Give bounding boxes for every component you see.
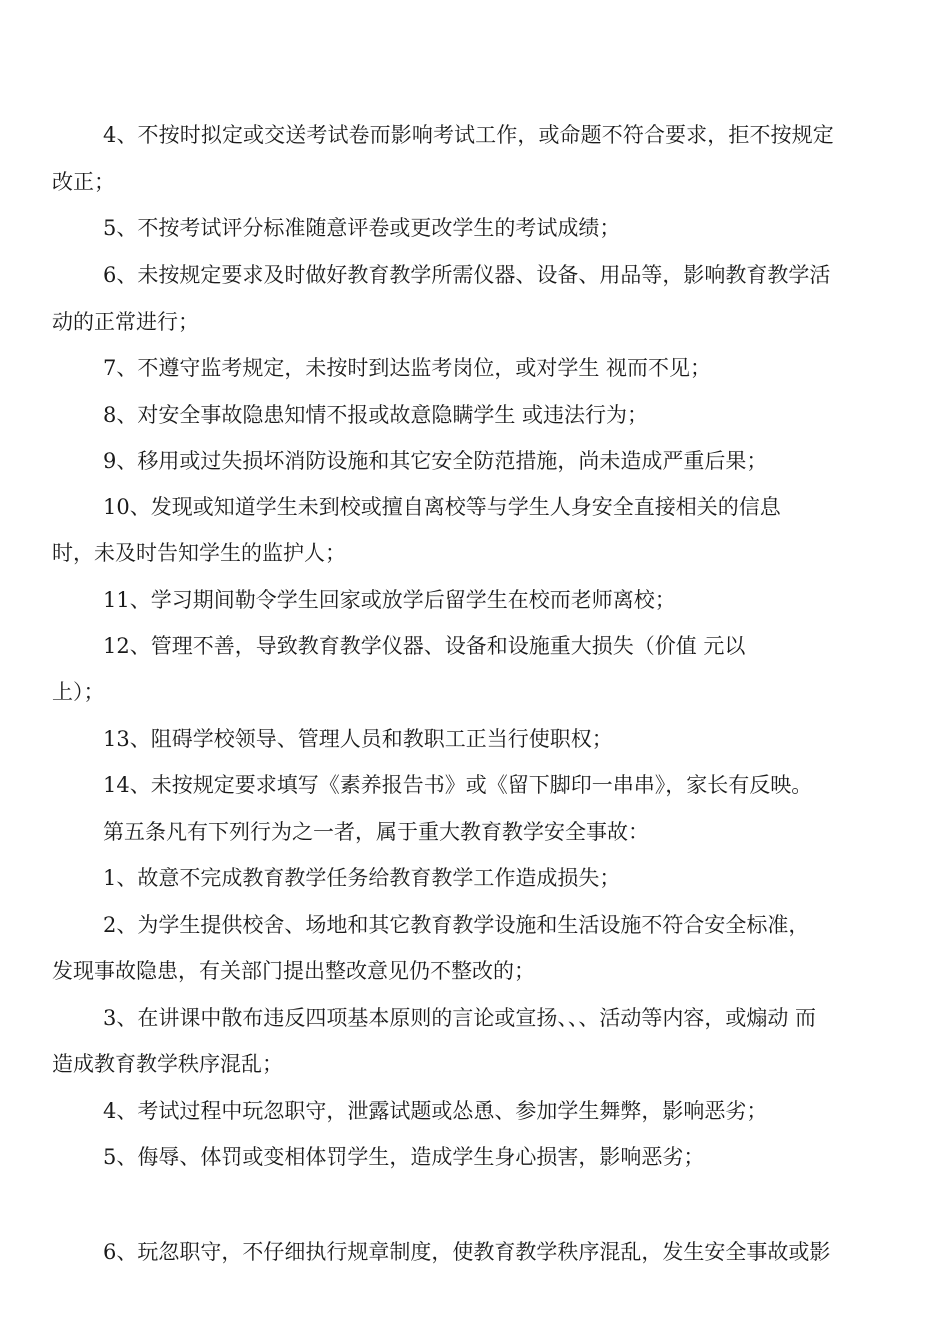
text-line: 1、故意不完成教育教学任务给教育教学工作造成损失； xyxy=(103,866,621,890)
text-line: 5、侮辱、体罚或变相体罚学生，造成学生身心损害，影响恶劣； xyxy=(103,1145,705,1169)
text-line: 4、考试过程中玩忽职守，泄露试题或怂恿、参加学生舞弊，影响恶劣； xyxy=(103,1099,768,1123)
text-line: 14、未按规定要求填写《素养报告书》或《留下脚印一串串》，家长有反映。 xyxy=(103,773,813,797)
text-line: 3、在讲课中散布违反四项基本原则的言论或宣扬、、、活动等内容，或煽动 而 xyxy=(103,1006,817,1030)
text-line: 13、阻碍学校领导、管理人员和教职工正当行使职权； xyxy=(103,727,613,751)
text-line: 12、管理不善，导致教育教学仪器、设备和设施重大损失（价值 元以 xyxy=(103,634,746,658)
text-line: 动的正常进行； xyxy=(52,310,199,334)
text-line: 造成教育教学秩序混乱； xyxy=(52,1052,283,1076)
text-line: 2、为学生提供校舍、场地和其它教育教学设施和生活设施不符合安全标准， xyxy=(103,913,810,937)
text-line: 9、移用或过失损坏消防设施和其它安全防范措施，尚未造成严重后果； xyxy=(103,449,768,473)
text-line: 10、发现或知道学生未到校或擅自离校等与学生人身安全直接相关的信息 xyxy=(103,495,781,519)
text-line: 5、不按考试评分标准随意评卷或更改学生的考试成绩； xyxy=(103,216,621,240)
text-line: 6、未按规定要求及时做好教育教学所需仪器、设备、用品等，影响教育教学活 xyxy=(103,263,831,287)
text-line: 7、不遵守监考规定，未按时到达监考岗位，或对学生 视而不见； xyxy=(103,356,712,380)
text-line: 8、对安全事故隐患知情不报或故意隐瞒学生 或违法行为； xyxy=(103,403,649,427)
text-line: 4、不按时拟定或交送考试卷而影响考试工作，或命题不符合要求，拒不按规定 xyxy=(103,123,834,147)
text-line: 第五条凡有下列行为之一者，属于重大教育教学安全事故： xyxy=(103,820,649,844)
text-line: 上）； xyxy=(52,680,105,704)
text-line: 发现事故隐患，有关部门提出整改意见仍不整改的； xyxy=(52,959,535,983)
text-line: 11、学习期间勒令学生回家或放学后留学生在校而老师离校； xyxy=(103,588,676,612)
text-line: 6、玩忽职守，不仔细执行规章制度，使教育教学秩序混乱，发生安全事故或影 xyxy=(103,1240,831,1264)
text-line: 时，未及时告知学生的监护人； xyxy=(52,541,346,565)
text-line: 改正； xyxy=(52,170,115,194)
